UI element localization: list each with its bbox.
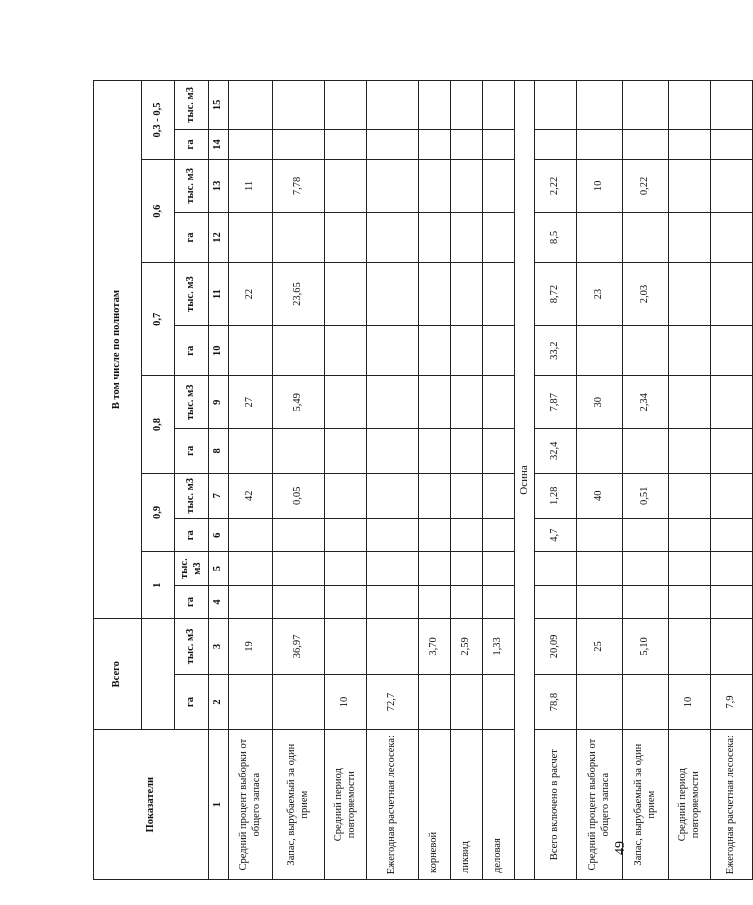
table-cell: 42 bbox=[229, 473, 273, 519]
row-label: корневой bbox=[419, 730, 451, 880]
table-cell bbox=[623, 81, 669, 130]
table-cell bbox=[367, 263, 419, 326]
table-cell bbox=[229, 552, 273, 585]
column-number: 14 bbox=[209, 129, 229, 159]
table-cell bbox=[451, 129, 483, 159]
table-cell bbox=[577, 429, 623, 473]
table-row bbox=[623, 81, 669, 880]
table-cell bbox=[711, 212, 753, 263]
table-cell bbox=[577, 325, 623, 376]
table-cell bbox=[577, 212, 623, 263]
unit-ha: га bbox=[175, 212, 209, 263]
table-row bbox=[229, 81, 273, 880]
table-cell: 7,9 bbox=[711, 674, 753, 730]
table-cell: 22 bbox=[229, 263, 273, 326]
table-cell bbox=[273, 552, 325, 585]
table-cell bbox=[367, 429, 419, 473]
table-cell bbox=[229, 325, 273, 376]
table-cell bbox=[669, 263, 711, 326]
table-cell bbox=[483, 519, 515, 552]
unit-ha: га bbox=[175, 674, 209, 730]
table-cell: 32,4 bbox=[535, 429, 577, 473]
table-cell bbox=[669, 212, 711, 263]
table-cell bbox=[623, 519, 669, 552]
table-cell bbox=[711, 429, 753, 473]
row-label: Средний период повторяемости bbox=[325, 730, 367, 880]
table-cell: 40 bbox=[577, 473, 623, 519]
table-cell bbox=[483, 552, 515, 585]
table-cell bbox=[229, 674, 273, 730]
table-cell bbox=[419, 674, 451, 730]
table-cell: 1,33 bbox=[483, 619, 515, 675]
table-cell bbox=[419, 519, 451, 552]
table-cell bbox=[367, 129, 419, 159]
table-cell: 10 bbox=[669, 674, 711, 730]
column-number: 13 bbox=[209, 160, 229, 213]
unit-ha: га bbox=[175, 429, 209, 473]
density-0-8: 0,8 bbox=[142, 376, 175, 473]
density-1: 1 bbox=[142, 552, 175, 619]
table-cell bbox=[273, 81, 325, 130]
table-cell: 0,05 bbox=[273, 473, 325, 519]
table-cell bbox=[419, 325, 451, 376]
table-cell: 78,8 bbox=[535, 674, 577, 730]
header-incl-density: В том числе по полнотам bbox=[94, 81, 142, 619]
column-number: 7 bbox=[209, 473, 229, 519]
table-cell bbox=[669, 325, 711, 376]
table-cell: 19 bbox=[229, 619, 273, 675]
section-title-osina: Осина bbox=[515, 81, 535, 880]
table-cell bbox=[419, 263, 451, 326]
section-row-group bbox=[515, 81, 535, 880]
table-cell bbox=[711, 619, 753, 675]
table-cell: 23,65 bbox=[273, 263, 325, 326]
table-cell bbox=[325, 212, 367, 263]
table-cell bbox=[711, 585, 753, 618]
table-cell bbox=[419, 585, 451, 618]
row-label: Средний период повторяемости bbox=[669, 730, 711, 880]
table-body-top bbox=[229, 81, 515, 880]
table-cell bbox=[577, 81, 623, 130]
table-cell bbox=[451, 519, 483, 552]
unit-m3: тыс. м3 bbox=[175, 81, 209, 130]
table-cell: 10 bbox=[577, 160, 623, 213]
column-number-row bbox=[209, 81, 229, 880]
table-cell bbox=[367, 325, 419, 376]
table-cell: 27 bbox=[229, 376, 273, 429]
unit-ha: га bbox=[175, 325, 209, 376]
table-cell bbox=[669, 376, 711, 429]
table-cell bbox=[419, 212, 451, 263]
table-cell: 2,22 bbox=[535, 160, 577, 213]
table-cell bbox=[483, 429, 515, 473]
table-cell bbox=[367, 585, 419, 618]
table-cell bbox=[483, 212, 515, 263]
table-row bbox=[325, 81, 367, 880]
table-body-bottom bbox=[535, 81, 753, 880]
table-cell bbox=[711, 519, 753, 552]
table-cell bbox=[711, 81, 753, 130]
row-label: Запас, вырубаемый за один прием bbox=[273, 730, 325, 880]
row-label: Ежегодная расчетная лесосека: bbox=[367, 730, 419, 880]
rotated-table-container bbox=[93, 80, 737, 880]
table-cell: 5,10 bbox=[623, 619, 669, 675]
table-cell bbox=[451, 585, 483, 618]
table-cell bbox=[273, 129, 325, 159]
table-cell bbox=[325, 585, 367, 618]
table-cell: 3,70 bbox=[419, 619, 451, 675]
table-cell bbox=[535, 129, 577, 159]
row-label: Запас, вырубаемый за один прием bbox=[623, 730, 669, 880]
table-cell bbox=[623, 325, 669, 376]
table-cell bbox=[367, 619, 419, 675]
table-cell: 23 bbox=[577, 263, 623, 326]
table-cell: 8,5 bbox=[535, 212, 577, 263]
table-cell: 33,2 bbox=[535, 325, 577, 376]
unit-m3: тыс. м3 bbox=[175, 263, 209, 326]
unit-m3: тыс. м3 bbox=[175, 160, 209, 213]
unit-m3: тыс. м3 bbox=[175, 473, 209, 519]
table-cell bbox=[367, 212, 419, 263]
table-cell: 5,49 bbox=[273, 376, 325, 429]
table-cell: 4,7 bbox=[535, 519, 577, 552]
table-cell bbox=[325, 552, 367, 585]
table-cell bbox=[325, 429, 367, 473]
table-cell bbox=[483, 376, 515, 429]
density-0-9: 0,9 bbox=[142, 473, 175, 552]
unit-m3: тыс. м3 bbox=[175, 376, 209, 429]
table-cell bbox=[623, 429, 669, 473]
table-cell bbox=[669, 473, 711, 519]
table-cell bbox=[669, 160, 711, 213]
table-cell bbox=[273, 674, 325, 730]
table-cell bbox=[367, 160, 419, 213]
table-cell bbox=[229, 429, 273, 473]
table-cell bbox=[669, 429, 711, 473]
row-label: Средний процент выборки от общего запаса bbox=[577, 730, 623, 880]
table-cell bbox=[483, 473, 515, 519]
table-cell bbox=[669, 519, 711, 552]
table-cell: 10 bbox=[325, 674, 367, 730]
table-cell bbox=[451, 473, 483, 519]
table-row bbox=[669, 81, 711, 880]
table-cell: 72,7 bbox=[367, 674, 419, 730]
column-number: 1 bbox=[209, 730, 229, 880]
column-number: 10 bbox=[209, 325, 229, 376]
table-cell bbox=[623, 552, 669, 585]
table-cell bbox=[419, 129, 451, 159]
table-cell bbox=[325, 129, 367, 159]
unit-ha: га bbox=[175, 129, 209, 159]
column-number: 2 bbox=[209, 674, 229, 730]
row-label: ликвид bbox=[451, 730, 483, 880]
table-cell bbox=[577, 129, 623, 159]
table-cell bbox=[577, 519, 623, 552]
column-number: 12 bbox=[209, 212, 229, 263]
table-cell bbox=[419, 376, 451, 429]
column-number: 4 bbox=[209, 585, 229, 618]
header-indicator: Показатели bbox=[94, 730, 209, 880]
table-cell: 2,59 bbox=[451, 619, 483, 675]
table-row bbox=[711, 81, 753, 880]
row-label: Всего включено в расчет bbox=[535, 730, 577, 880]
table-cell bbox=[623, 585, 669, 618]
table-cell bbox=[325, 473, 367, 519]
table-cell bbox=[483, 263, 515, 326]
table-cell bbox=[483, 81, 515, 130]
table-cell bbox=[669, 619, 711, 675]
table-cell bbox=[229, 81, 273, 130]
table-cell bbox=[367, 552, 419, 585]
table-cell bbox=[623, 129, 669, 159]
table-cell: 1,28 bbox=[535, 473, 577, 519]
table-cell: 7,87 bbox=[535, 376, 577, 429]
table-cell bbox=[419, 552, 451, 585]
header-total-blank bbox=[142, 619, 175, 730]
page-number: 49 bbox=[613, 841, 628, 855]
column-number: 5 bbox=[209, 552, 229, 585]
table-cell bbox=[273, 212, 325, 263]
table-cell bbox=[419, 81, 451, 130]
table-cell bbox=[367, 473, 419, 519]
table-cell bbox=[483, 325, 515, 376]
density-0-3-0-5: 0,3 - 0,5 bbox=[142, 81, 175, 160]
unit-ha: га bbox=[175, 519, 209, 552]
column-number: 9 bbox=[209, 376, 229, 429]
table-row bbox=[577, 81, 623, 880]
column-number: 15 bbox=[209, 81, 229, 130]
table-cell bbox=[273, 519, 325, 552]
table-cell bbox=[229, 519, 273, 552]
table-cell bbox=[273, 585, 325, 618]
table-cell bbox=[711, 160, 753, 213]
forest-calculation-table bbox=[93, 80, 753, 880]
table-cell bbox=[451, 160, 483, 213]
row-label: Ежегодная расчетная лесосека: bbox=[711, 730, 753, 880]
table-cell: 2,34 bbox=[623, 376, 669, 429]
table-cell bbox=[419, 429, 451, 473]
table-cell bbox=[325, 325, 367, 376]
table-cell bbox=[367, 376, 419, 429]
density-0-7: 0,7 bbox=[142, 263, 175, 376]
table-cell bbox=[325, 160, 367, 213]
table-cell bbox=[419, 160, 451, 213]
table-cell: 25 bbox=[577, 619, 623, 675]
table-cell bbox=[451, 376, 483, 429]
table-cell bbox=[483, 129, 515, 159]
table-cell bbox=[711, 376, 753, 429]
table-cell bbox=[229, 212, 273, 263]
table-cell bbox=[451, 552, 483, 585]
table-cell bbox=[451, 263, 483, 326]
table-cell: 0,51 bbox=[623, 473, 669, 519]
table-cell bbox=[577, 674, 623, 730]
table-cell: 8,72 bbox=[535, 263, 577, 326]
row-label: деловая bbox=[483, 730, 515, 880]
table-cell bbox=[451, 674, 483, 730]
table-cell bbox=[711, 263, 753, 326]
column-number: 6 bbox=[209, 519, 229, 552]
table-cell bbox=[669, 81, 711, 130]
table-cell: 11 bbox=[229, 160, 273, 213]
table-cell bbox=[325, 519, 367, 552]
table-row bbox=[273, 81, 325, 880]
table-cell: 30 bbox=[577, 376, 623, 429]
table-cell bbox=[535, 585, 577, 618]
table-cell bbox=[535, 552, 577, 585]
table-cell: 0,22 bbox=[623, 160, 669, 213]
table-cell: 20,09 bbox=[535, 619, 577, 675]
table-cell bbox=[229, 585, 273, 618]
table-cell: 2,03 bbox=[623, 263, 669, 326]
table-cell: 7,78 bbox=[273, 160, 325, 213]
column-number: 8 bbox=[209, 429, 229, 473]
row-label: Средний процент выборки от общего запаса bbox=[229, 730, 273, 880]
table-cell bbox=[273, 325, 325, 376]
table-cell bbox=[325, 376, 367, 429]
table-cell bbox=[325, 81, 367, 130]
table-row bbox=[483, 81, 515, 880]
table-cell bbox=[623, 212, 669, 263]
table-cell bbox=[229, 129, 273, 159]
table-row bbox=[451, 81, 483, 880]
column-number: 3 bbox=[209, 619, 229, 675]
table-row bbox=[367, 81, 419, 880]
table-cell bbox=[577, 552, 623, 585]
unit-m3: тыс. м3 bbox=[175, 552, 209, 585]
table-cell bbox=[273, 429, 325, 473]
table-cell bbox=[535, 81, 577, 130]
table-cell bbox=[669, 585, 711, 618]
table-cell bbox=[367, 81, 419, 130]
table-cell bbox=[711, 325, 753, 376]
table-cell bbox=[669, 552, 711, 585]
table-cell bbox=[483, 674, 515, 730]
table-cell bbox=[451, 325, 483, 376]
table-cell bbox=[451, 429, 483, 473]
table-cell bbox=[483, 160, 515, 213]
unit-m3: тыс. м3 bbox=[175, 619, 209, 675]
table-cell bbox=[367, 519, 419, 552]
table-cell bbox=[623, 674, 669, 730]
table-cell bbox=[577, 585, 623, 618]
table-cell bbox=[325, 619, 367, 675]
table-cell bbox=[711, 129, 753, 159]
table-cell bbox=[483, 585, 515, 618]
table-row bbox=[419, 81, 451, 880]
column-number: 11 bbox=[209, 263, 229, 326]
table-cell bbox=[419, 473, 451, 519]
density-0-6: 0,6 bbox=[142, 160, 175, 263]
table-cell bbox=[325, 263, 367, 326]
header-total: Всего bbox=[94, 619, 142, 730]
table-cell bbox=[451, 212, 483, 263]
table-cell bbox=[451, 81, 483, 130]
table-cell bbox=[711, 552, 753, 585]
table-row bbox=[535, 81, 577, 880]
table-cell: 36,97 bbox=[273, 619, 325, 675]
table-cell bbox=[669, 129, 711, 159]
table-cell bbox=[711, 473, 753, 519]
unit-ha: га bbox=[175, 585, 209, 618]
